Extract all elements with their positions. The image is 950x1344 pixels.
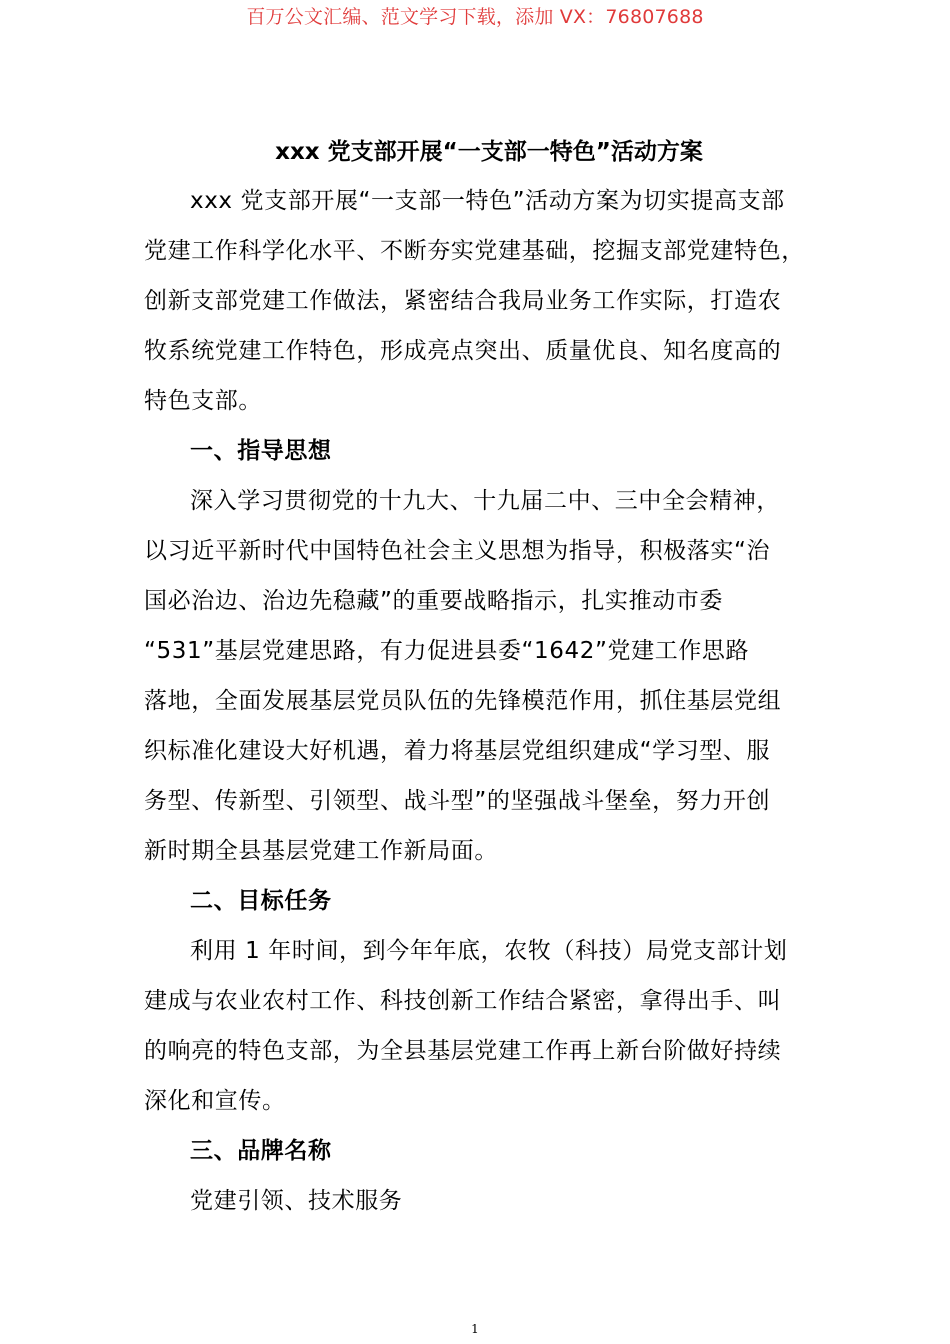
section1-line: 务型、传新型、引领型、战斗型”的坚强战斗堡垒，努力开创 <box>144 788 771 814</box>
section2-line: 利用 1 年时间，到今年年底，农牧（科技）局党支部计划 <box>190 938 788 964</box>
section1-line: 落地，全面发展基层党员队伍的先锋模范作用，抓住基层党组 <box>144 688 782 714</box>
section2-line: 建成与农业农村工作、科技创新工作结合紧密，拿得出手、叫 <box>144 988 782 1014</box>
watermark-text: 百万公文汇编、范文学习下载，添加 VX：76807688 <box>246 6 704 28</box>
section-heading-guiding-ideology: 一、指导思想 <box>190 438 332 464</box>
section1-line: 新时期全县基层党建工作新局面。 <box>144 838 498 864</box>
intro-line: xxx 党支部开展“一支部一特色”活动方案为切实提高支部 <box>190 188 785 214</box>
section-heading-brand-name: 三、品牌名称 <box>190 1138 332 1164</box>
page-number: 1 <box>471 1322 479 1336</box>
section3-line: 党建引领、技术服务 <box>190 1188 403 1214</box>
section1-line: 以习近平新时代中国特色社会主义思想为指导，积极落实“治 <box>144 538 771 564</box>
section1-line: 国必治边、治边先稳藏”的重要战略指示，扎实推动市委 <box>144 588 723 614</box>
intro-line: 创新支部党建工作做法，紧密结合我局业务工作实际，打造农 <box>144 288 782 314</box>
section1-line: “531”基层党建思路，有力促进县委“1642”党建工作思路 <box>144 638 750 664</box>
document-body <box>144 128 834 1226</box>
section1-line: 深入学习贯彻党的十九大、十九届二中、三中全会精神， <box>190 488 780 514</box>
intro-line: 牧系统党建工作特色，形成亮点突出、质量优良、知名度高的 <box>144 338 782 364</box>
intro-line: 党建工作科学化水平、不断夯实党建基础，挖掘支部党建特色， <box>144 238 805 264</box>
intro-line: 特色支部。 <box>144 388 262 414</box>
section2-line: 深化和宣传。 <box>144 1088 286 1114</box>
section1-line: 织标准化建设大好机遇，着力将基层党组织建成“学习型、服 <box>144 738 771 764</box>
section-heading-target-tasks: 二、目标任务 <box>190 888 332 914</box>
document-title: xxx 党支部开展“一支部一特色”活动方案 <box>275 139 703 165</box>
section2-line: 的响亮的特色支部，为全县基层党建工作再上新台阶做好持续 <box>144 1038 782 1064</box>
